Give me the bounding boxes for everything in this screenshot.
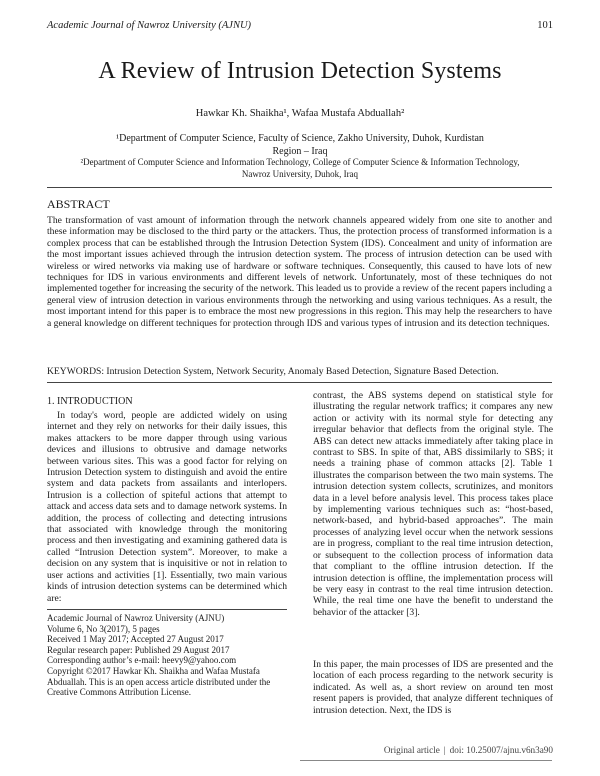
- abstract-text: The transformation of vast amount of information through the network channels appeared widely from one site to another and these information may be disclosed to the third party or the attackers. Thus, the protection process of transformed information is a complex process that can be established through the Intrusion Detection System (IDS). Concealment and unity of information are the most important issues achieved through the intrusion detection system. The process of intrusion detection can be used with wireless or wired networks via making use of hardware or software techniques. Consequently, this caused to have lots of new techniques for IDS in various environments and different levels of network. Unfortunately, most of these techniques do not implemented together for increasing the security of the network. This leaded us to provide a review of the recent papers including a general view of intrusion detection in various environments through the networking and using various techniques. As a result, the most important intend for this paper is to embrace the most new progressions in this region. This may help the researchers to have a general knowledge on different techniques for protection through IDS and various types of intrusion and its detection techniques.: [47, 215, 552, 329]
- footnote-journal: Academic Journal of Nawroz University (AJNU): [47, 613, 225, 623]
- intro-paragraph-left: In today's word, people are addicted widely on using internet and they rely on networks for their daily issues, this makes attackers to be more dapper through using various devices and illusions to obtrusive and damage networks between various sites. This was a good factor for relying on Intrusion Detection system to distinguish and avoid the entire system and data packets from assailants and interlopers. Intrusion is a collection of spiteful actions that attempt to attack and access data sets and to damage network systems. In addition, the process of collecting and detecting intrusions that associated with knowledge through the monitoring process and then investigating and examining gathered data is called “Intrusion Detection system”. Moreover, to make a decision on any system that is inquisitive or not in relation to user actions and activities [1]. Essentially, two main various kinds of intrusion detection systems can be determined which are:: [47, 410, 287, 604]
- running-header: [47, 20, 553, 34]
- intro-paragraph-right-2: In this paper, the main processes of IDS are presented and the location of each process regarding to the network security is indicated. As well as, a short review on around ten most resent papers is provided, that analyze different techniques of intrusion detection. Next, the IDS is: [313, 659, 553, 716]
- page-number: 101: [537, 20, 553, 31]
- article-footnote: [47, 613, 292, 698]
- doi-link[interactable]: doi: 10.25007/ajnu.v6n3a90: [449, 745, 553, 755]
- footnote-volume: Volume 6, No 3(2017), 5 pages: [47, 623, 160, 634]
- footnote-copyright: Copyright ©2017 Hawkar Kh. Shaikha and Wafaa Mustafa Abduallah. This is an open access article distributed under the Creative Commons Attribution License.: [47, 665, 271, 698]
- journal-name: Academic Journal of Nawroz University (AJNU): [47, 20, 252, 31]
- abstract-top-rule: [47, 187, 552, 188]
- section-heading-introduction: 1. INTRODUCTION: [47, 396, 133, 407]
- intro-paragraph-right-1: contrast, the ABS systems depend on statistical style for illustrating the regular network traffics; it compares any new action or activity with its normal style for detecting any irregular behavior that deflects from the original style. The ABS can detect new attacks immediately after taking place in contrast to SBS. In spite of that, ABS dissimilarly to SBS; it needs a training phase of common attacks [2]. Table 1 illustrates the comparison between the two main systems. The intrusion detection system collects, scrutinizes, and monitors data in a level before analysis level. This process takes place by implementing various techniques such as: “host-based, network-based, and hybrid-based approaches”. The main processes of analyzing level occur when the network sessions are in progress, compliant to the real time intrusion detection, or subsequent to the collection process of information data that compliant to the offline intrusion detection. If the intrusion detection is offline, the implementation process will be very easy in contrast to the real time intrusion detection. While, the real time one have the benefit to understand the behavior of the attacker [3].: [313, 390, 553, 618]
- footnote-published: Regular research paper: Published 29 August 2017: [47, 644, 230, 655]
- affiliation-1: ¹Department of Computer Science, Faculty of Science, Zakho University, Duhok, Kurdistan Region – Iraq: [116, 133, 484, 157]
- abstract-bottom-rule: [47, 382, 552, 383]
- footer-separator: |: [443, 745, 446, 755]
- abstract-heading: ABSTRACT: [47, 197, 110, 211]
- keywords: KEYWORDS: Intrusion Detection System, Network Security, Anomaly Based Detection, Signature Based Detection.: [47, 366, 499, 377]
- footnote-dates: Received 1 May 2017; Accepted 27 August 2017: [47, 634, 224, 645]
- footnote-email: Corresponding author’s e-mail: heevy9@yahoo.com: [47, 655, 237, 666]
- footer-rule: [300, 760, 552, 761]
- affiliation-2: ²Department of Computer Science and Information Technology, College of Computer Science & Information Technology, Nawroz University, Duhok, Iraq: [80, 157, 520, 179]
- authors: Hawkar Kh. Shaikha¹, Wafaa Mustafa Abduallah²: [195, 108, 405, 119]
- article-type: Original article: [383, 745, 440, 755]
- footer-doi-line: [384, 745, 553, 755]
- footnote-rule: [47, 609, 287, 610]
- paper-title: A Review of Intrusion Detection Systems: [98, 58, 502, 84]
